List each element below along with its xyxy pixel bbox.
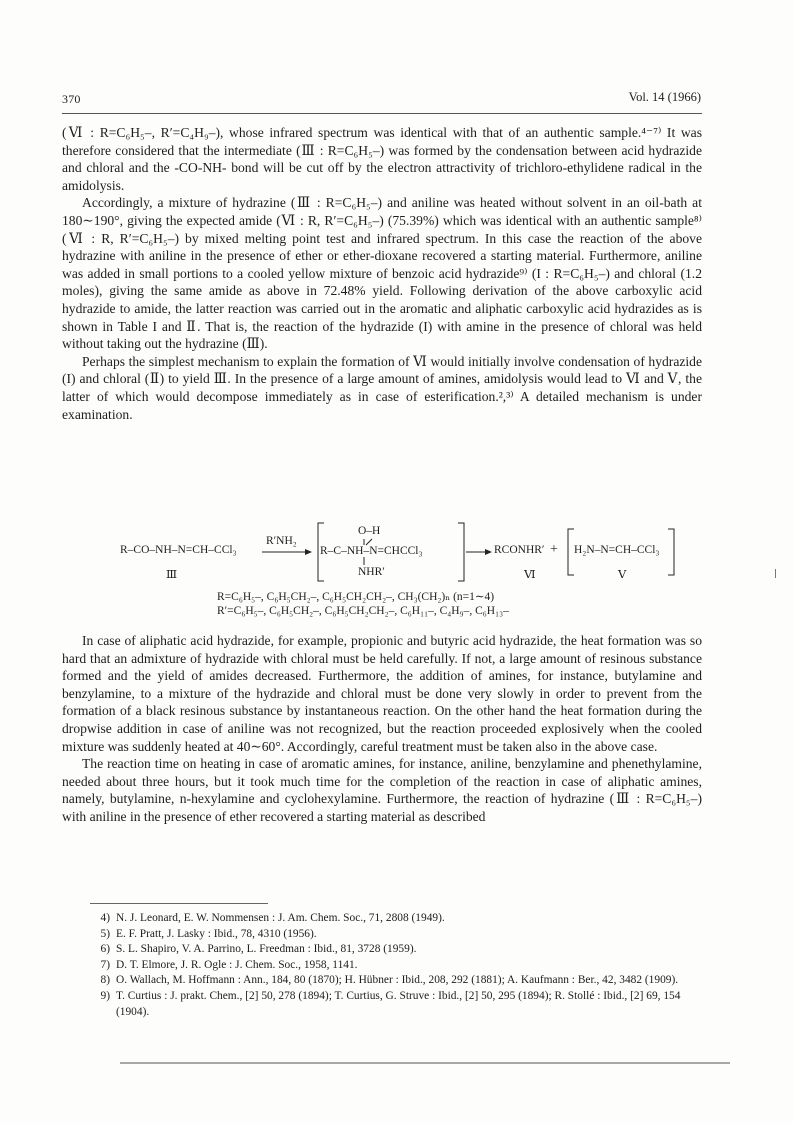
scheme-reagent: R′NH₂	[266, 535, 297, 547]
scheme-intermediate-oh: O–H	[358, 525, 381, 537]
paragraph: (Ⅵ : R=C₆H₅–, R′=C₄H₉–), whose infrared spectrum was identical with that of an authentic sample.⁴⁻⁷⁾ It was therefore considered that the intermediate (Ⅲ : R=C₆H₅–) was formed by the condensation between acid hydrazide and chloral and the -CO-NH- bond will be cut off by the electron attractivity of trichloro-ethylidene radical in the amidolysis.	[62, 125, 702, 193]
scheme-product-amide-label: Ⅵ	[524, 569, 536, 581]
scheme-plus: +	[550, 542, 558, 557]
footnote-text: T. Curtius : J. prakt. Chem., [2] 50, 278 (1894); T. Curtius, G. Struve : Ibid., [2] 50, 295 (1894); R. Stollé : Ibid., [2] 69, 154 (1904).	[116, 989, 681, 1018]
scheme-reactant-label: Ⅲ	[166, 569, 178, 581]
footnote	[90, 958, 710, 974]
footnote-number: 6)	[100, 943, 110, 956]
footnote	[90, 942, 710, 958]
r-definition: R=C₆H₅–, C₆H₅CH₂–, C₆H₅CH₂CH₂–, CH₃(CH₂)ₙ (n=1∼4)	[217, 591, 495, 603]
header-rule	[62, 113, 702, 114]
scheme-intermediate: R–C–NH–N=CHCCl₃	[320, 545, 423, 557]
body-text-upper	[62, 124, 702, 423]
body-text-lower	[62, 632, 702, 826]
scheme-product-amide: RCONHR′	[494, 544, 545, 556]
paragraph: Accordingly, a mixture of hydrazine (Ⅲ : R=C₆H₅–) and aniline was heated without solvent in an oil-bath at 180∼190°, giving the expected amide (Ⅵ : R, R′=C₆H₅–) (75.39%) which was identical with an authentic sample⁸⁾ (Ⅵ : R, R′=C₆H₅–) by mixed melting point test and infrared spectrum. In this case the reaction of the above hydrazine with aniline in the presence of ether or ether-dioxane recovered a starting material. Furthermore, aniline was added in small portions to a cooled yellow mixture of benzoic acid hydrazide⁹⁾ (I : R=C₆H₅–) and chloral (1.2 moles), giving the same amide as above in 72.48% yield. Following derivation of the above carboxylic acid hydrazide to amide, the latter reaction was carried out in the aromatic and aliphatic carboxylic acid hydrazides as is shown in Table I and Ⅱ. That is, the reaction of the hydrazide (I) with amine in the presence of chloral was held without taking out the hydrazine (Ⅲ).	[62, 195, 702, 352]
margin-mark	[775, 569, 776, 578]
footnote	[90, 989, 710, 1020]
footnote-number: 5)	[100, 927, 110, 940]
scheme-reactant: R–CO–NH–N=CH–CCl₃	[120, 544, 237, 556]
scheme-intermediate-nhr: NHR′	[358, 566, 385, 578]
scheme-product-hydrazone: H₂N–N=CH–CCl₃	[574, 544, 660, 556]
footnote-rule	[90, 903, 268, 904]
footnotes	[90, 911, 710, 1020]
footnote	[90, 911, 710, 927]
r-prime-definition: R′=C₆H₅–, C₆H₅CH₂–, C₆H₅CH₂CH₂–, C₆H₁₁–, C₄H₉–, C₆H₁₃–	[217, 605, 509, 617]
page-number: 370	[62, 92, 81, 106]
paragraph: In case of aliphatic acid hydrazide, for example, propionic and butyric acid hydrazide, the heat formation was so hard that an admixture of hydrazide with chloral must be held carefully. If not, a large amount of resinous substance formed and the yield of amides decreased. Furthermore, the addition of amines, for instance, butylamine and benzylamine, to a mixture of the hydrazide and chloral must be done very slowly in order to prevent from the formation of a black resinous substance by instantaneous reaction. On the other hand the heat formation during the dropwise addition in case of aniline was not recognized, but the reaction proceeded explosively when the cooled mixture was suddenly heated at 40∼60°. Accordingly, careful treatment must be taken also in the above case.	[62, 633, 702, 754]
footnote-number: 7)	[100, 958, 110, 971]
footnote-text: N. J. Leonard, E. W. Nommensen : J. Am. Chem. Soc., 71, 2808 (1949).	[116, 912, 445, 924]
footnote-text: O. Wallach, M. Hoffmann : Ann., 184, 80 (1870); H. Hübner : Ibid., 208, 292 (1881); A. Kaufmann : Ber., 42, 3482 (1909).	[116, 974, 679, 987]
footnote-number: 4)	[100, 912, 110, 924]
footnote-text: E. F. Pratt, J. Lasky : Ibid., 78, 4310 (1956).	[116, 927, 317, 940]
footnote-text: S. L. Shapiro, V. A. Parrino, L. Freedman : Ibid., 81, 3728 (1959).	[116, 943, 417, 956]
footnote-number: 9)	[100, 989, 110, 1002]
footnote-number: 8)	[100, 974, 110, 987]
footnote	[90, 973, 710, 989]
footnote	[90, 927, 710, 943]
scan-bottom-line	[120, 1062, 730, 1064]
substituent-definitions	[217, 590, 509, 618]
volume-label: Vol. 14 (1966)	[628, 90, 701, 104]
paragraph: Perhaps the simplest mechanism to explain the formation of Ⅵ would initially involve condensation of hydrazide (I) and chloral (Ⅱ) to yield Ⅲ. In the presence of a large amount of amines, amidolysis would lead to Ⅵ and Ⅴ, the latter of which would decompose immediately as in case of esterification.²,³⁾ A detailed mechanism is under examination.	[62, 353, 702, 422]
scheme-product-hydrazone-label: Ⅴ	[618, 569, 627, 581]
paragraph: The reaction time on heating in case of aromatic amines, for instance, aniline, benzylamine and phenethylamine, needed about three hours, but it took much time for the completion of the reaction in case of aliphatic amines, namely, butylamine, n-hexylamine and cyclohexylamine. Furthermore, the reaction of hydrazine (Ⅲ : R=C₆H₅–) with aniline in the presence of ether recovered a starting material as described	[62, 756, 702, 824]
footnote-text: D. T. Elmore, J. R. Ogle : J. Chem. Soc., 1958, 1141.	[116, 958, 358, 971]
